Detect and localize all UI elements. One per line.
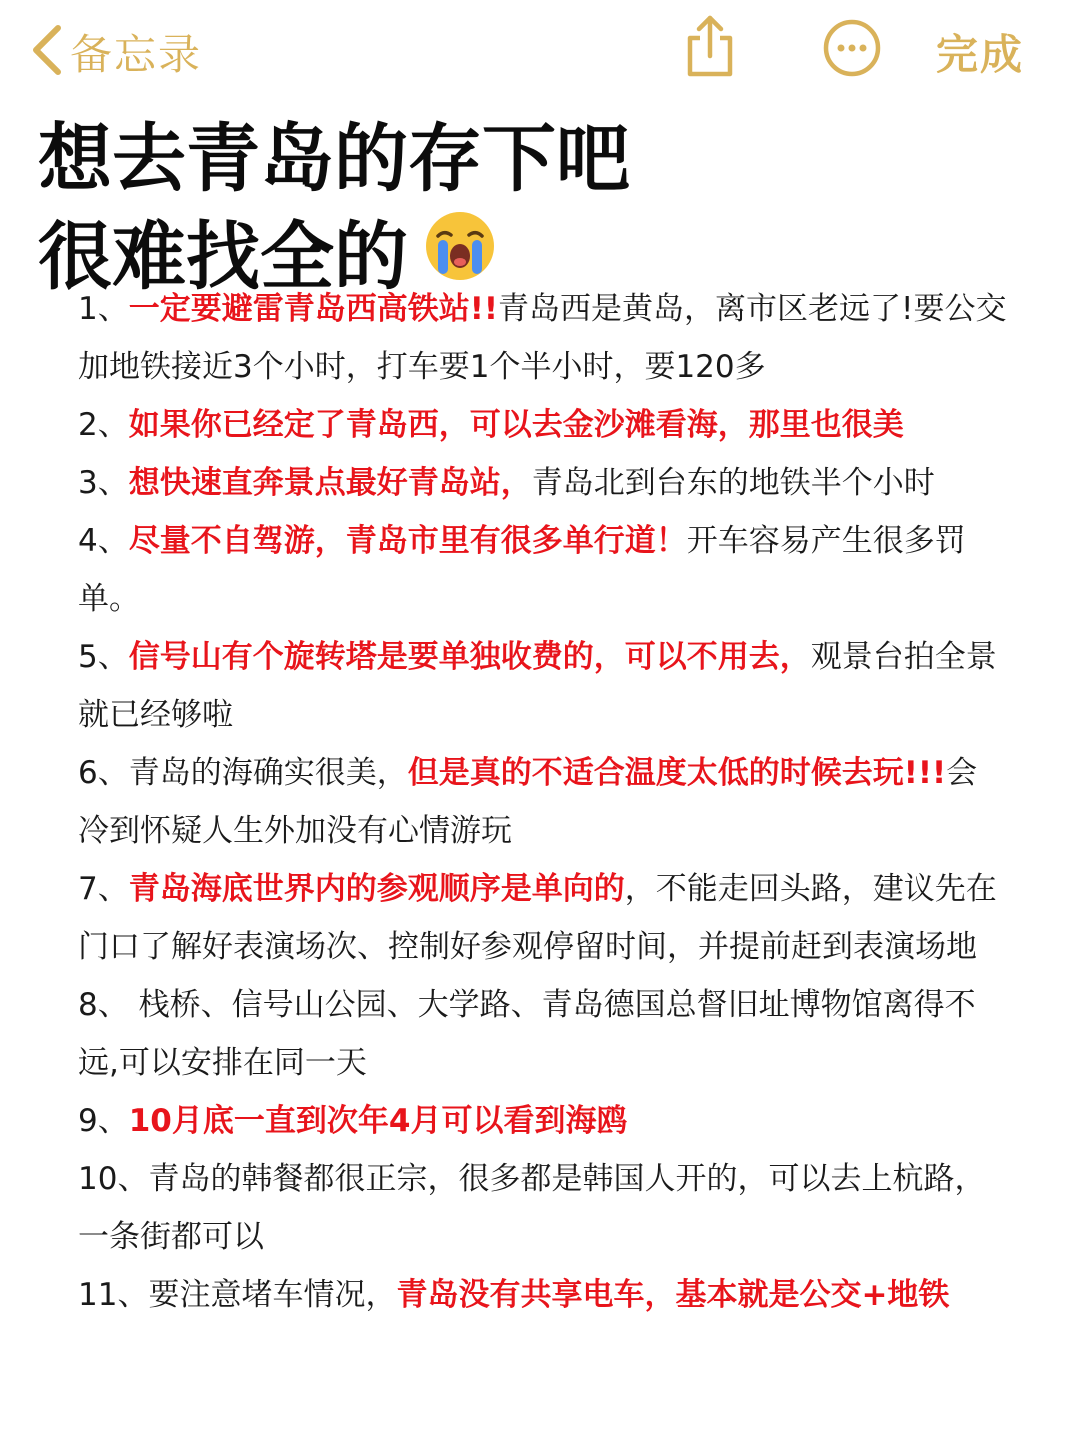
- list-item: [78, 396, 1008, 454]
- top-nav-bar: [0, 0, 1080, 100]
- item-highlight: 但是真的不适合温度太低的时候去玩!!!: [407, 755, 947, 791]
- back-button[interactable]: [30, 22, 202, 82]
- list-item: [78, 454, 1008, 512]
- list-item: [78, 512, 1008, 628]
- title-line-1: 想去青岛的存下吧: [38, 116, 630, 202]
- item-text: 青岛北到台东的地铁半个小时: [531, 465, 935, 501]
- item-number: 11、: [78, 1277, 149, 1313]
- item-highlight: 10月底一直到次年4月可以看到海鸥: [128, 1103, 628, 1139]
- item-highlight: 尽量不自驾游，青岛市里有很多单行道！: [128, 523, 687, 559]
- note-body: [78, 280, 1008, 1324]
- list-item: [78, 744, 1008, 860]
- note-title: [38, 110, 630, 306]
- list-item: [78, 860, 1008, 976]
- list-item: [78, 976, 1008, 1092]
- list-item: [78, 280, 1008, 396]
- share-button[interactable]: [682, 14, 738, 84]
- share-icon: [682, 65, 738, 84]
- list-item: [78, 628, 1008, 744]
- list-item: [78, 1266, 1008, 1324]
- item-prefix: 青岛的海确实很美，: [128, 755, 408, 791]
- item-highlight: 一定要避雷青岛西高铁站!!: [128, 291, 499, 327]
- item-text: 青岛的韩餐都很正宗，很多都是韩国人开的，可以去上杭路，一条街都可以: [78, 1161, 986, 1255]
- item-number: 10、: [78, 1161, 149, 1197]
- list-item: [78, 1150, 1008, 1266]
- title-line-2-text: 很难找全的: [38, 214, 408, 300]
- item-highlight: 青岛没有共享电车，基本就是公交+地铁: [396, 1277, 950, 1313]
- item-highlight: 如果你已经定了青岛西，可以去金沙滩看海，那里也很美: [128, 407, 904, 443]
- done-button[interactable]: 完成: [936, 30, 1025, 79]
- back-label: 备忘录: [70, 30, 203, 79]
- item-number: 3、: [78, 465, 129, 501]
- item-text: 青岛西是黄岛，离市区老远了!要公交加地铁接近3个小时，打车要1个半小时，要120多: [78, 291, 1007, 385]
- item-highlight: 信号山有个旋转塔是要单独收费的，可以不用去，: [128, 639, 811, 675]
- item-number: 4、: [78, 523, 129, 559]
- item-number: 8、: [78, 987, 139, 1023]
- more-button[interactable]: [822, 18, 882, 82]
- item-text: ，不能走回头路，建议先在门口了解好表演场次、控制好参观停留时间，并提前赶到表演场地: [78, 871, 997, 965]
- item-text: 栈桥、信号山公园、大学路、青岛德国总督旧址博物馆离得不远,可以安排在同一天: [78, 987, 976, 1081]
- item-highlight: 青岛海底世界内的参观顺序是单向的: [128, 871, 625, 907]
- item-number: 2、: [78, 407, 129, 443]
- item-prefix: 要注意堵车情况，: [148, 1277, 397, 1313]
- item-number: 1、: [78, 291, 129, 327]
- chevron-left-icon: [30, 24, 64, 80]
- more-icon: [822, 63, 882, 82]
- item-number: 6、: [78, 755, 129, 791]
- item-number: 9、: [78, 1103, 129, 1139]
- item-text: 开车容易产生很多罚单。: [78, 523, 966, 617]
- item-number: 7、: [78, 871, 129, 907]
- list-item: [78, 1092, 1008, 1150]
- item-number: 5、: [78, 639, 129, 675]
- item-text: 观景台拍全景就已经够啦: [78, 639, 997, 733]
- item-highlight: 想快速直奔景点最好青岛站，: [128, 465, 532, 501]
- item-text: 会冷到怀疑人生外加没有心情游玩: [78, 755, 978, 849]
